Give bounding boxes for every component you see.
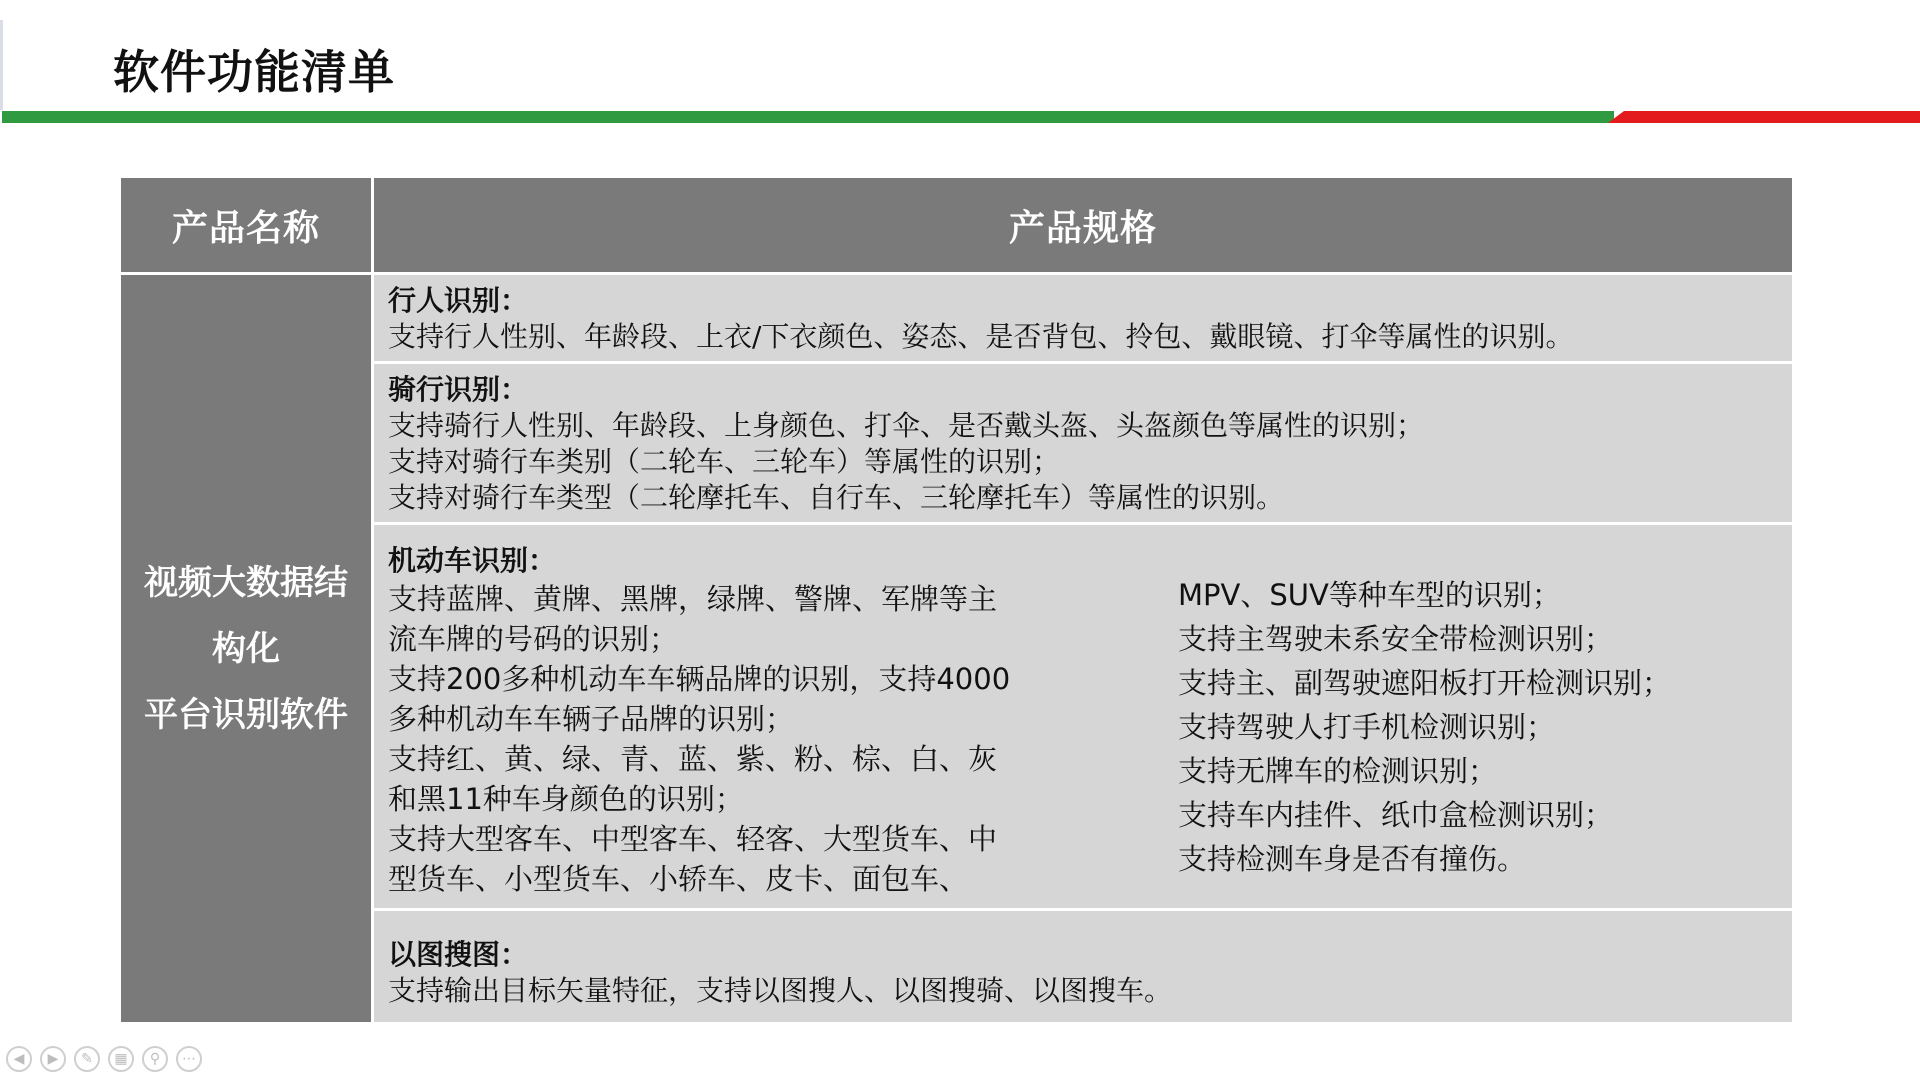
spec-cell-image-search xyxy=(373,910,1794,1024)
slideshow-nav xyxy=(6,1046,202,1072)
zoom-icon[interactable]: ⚲ xyxy=(142,1046,168,1072)
title-rule-green xyxy=(2,111,1614,123)
spec-line: 流车牌的号码的识别； xyxy=(388,622,679,656)
header-product-spec: 产品规格 xyxy=(373,177,1794,274)
spec-line: 支持驾驶人打手机检测识别； xyxy=(1178,710,1556,744)
spec-line: 支持行人性别、年龄段、上衣/下衣颜色、姿态、是否背包、拎包、戴眼镜、打伞等属性的识别。 xyxy=(388,320,1574,353)
vehicle-left-column xyxy=(388,543,1038,899)
spec-line: 支持200多种机动车车辆品牌的识别，支持4000 xyxy=(388,662,1011,696)
spec-line: 支持车内挂件、纸巾盒检测识别； xyxy=(1178,798,1614,832)
prev-icon[interactable]: ◀ xyxy=(6,1046,32,1072)
spec-line: MPV、SUV等种车型的识别； xyxy=(1178,578,1561,612)
spec-line: 支持大型客车、中型客车、轻客、大型货车、中 xyxy=(388,822,998,856)
slide-left-edge xyxy=(0,20,3,110)
next-icon[interactable]: ▶ xyxy=(40,1046,66,1072)
spec-line: 支持输出目标矢量特征，支持以图搜人、以图搜骑、以图搜车。 xyxy=(388,974,1173,1007)
slides-icon[interactable]: ▦ xyxy=(108,1046,134,1072)
header-product-name: 产品名称 xyxy=(120,177,373,274)
function-table xyxy=(118,175,1795,1025)
spec-line: 支持对骑行车类别（二轮车、三轮车）等属性的识别； xyxy=(388,445,1061,478)
vehicle-right-column xyxy=(1178,543,1671,899)
spec-line: 支持对骑行车类型（二轮摩托车、自行车、三轮摩托车）等属性的识别。 xyxy=(388,481,1285,514)
spec-line: 支持无牌车的检测识别； xyxy=(1178,754,1498,788)
product-name-line: 平台识别软件 xyxy=(144,694,348,735)
spec-line: 支持骑行人性别、年龄段、上身颜色、打伞、是否戴头盔、头盔颜色等属性的识别； xyxy=(388,409,1425,442)
product-name-line: 视频大数据结 xyxy=(144,562,348,603)
title-rule-red xyxy=(1608,111,1920,123)
spec-line: 支持蓝牌、黄牌、黑牌，绿牌、警牌、军牌等主 xyxy=(388,582,998,616)
product-name-line: 构化 xyxy=(212,628,280,669)
pen-icon[interactable]: ✎ xyxy=(74,1046,100,1072)
spec-heading: 机动车识别： xyxy=(388,544,557,577)
spec-line: 多种机动车车辆子品牌的识别； xyxy=(388,702,795,736)
spec-line: 和黑11种车身颜色的识别； xyxy=(388,782,744,816)
table-header-row xyxy=(120,177,1794,274)
spec-line: 支持主驾驶未系安全带检测识别； xyxy=(1178,622,1614,656)
spec-line: 支持检测车身是否有撞伤。 xyxy=(1178,842,1527,876)
spec-line: 支持主、副驾驶遮阳板打开检测识别； xyxy=(1178,666,1672,700)
spec-heading: 骑行识别： xyxy=(388,373,529,406)
spec-cell-pedestrian xyxy=(373,274,1794,363)
spec-heading: 以图搜图： xyxy=(388,938,529,971)
spec-heading: 行人识别： xyxy=(388,284,529,317)
spec-line: 型货车、小型货车、小轿车、皮卡、面包车、 xyxy=(388,862,969,896)
more-icon[interactable]: ⋯ xyxy=(176,1046,202,1072)
spec-line: 支持红、黄、绿、青、蓝、紫、粉、棕、白、灰 xyxy=(388,742,998,776)
spec-cell-vehicle xyxy=(373,524,1794,910)
product-name-cell xyxy=(120,274,373,1024)
spec-cell-cycling xyxy=(373,363,1794,524)
page-title: 软件功能清单 xyxy=(113,45,395,99)
table-row xyxy=(120,274,1794,363)
